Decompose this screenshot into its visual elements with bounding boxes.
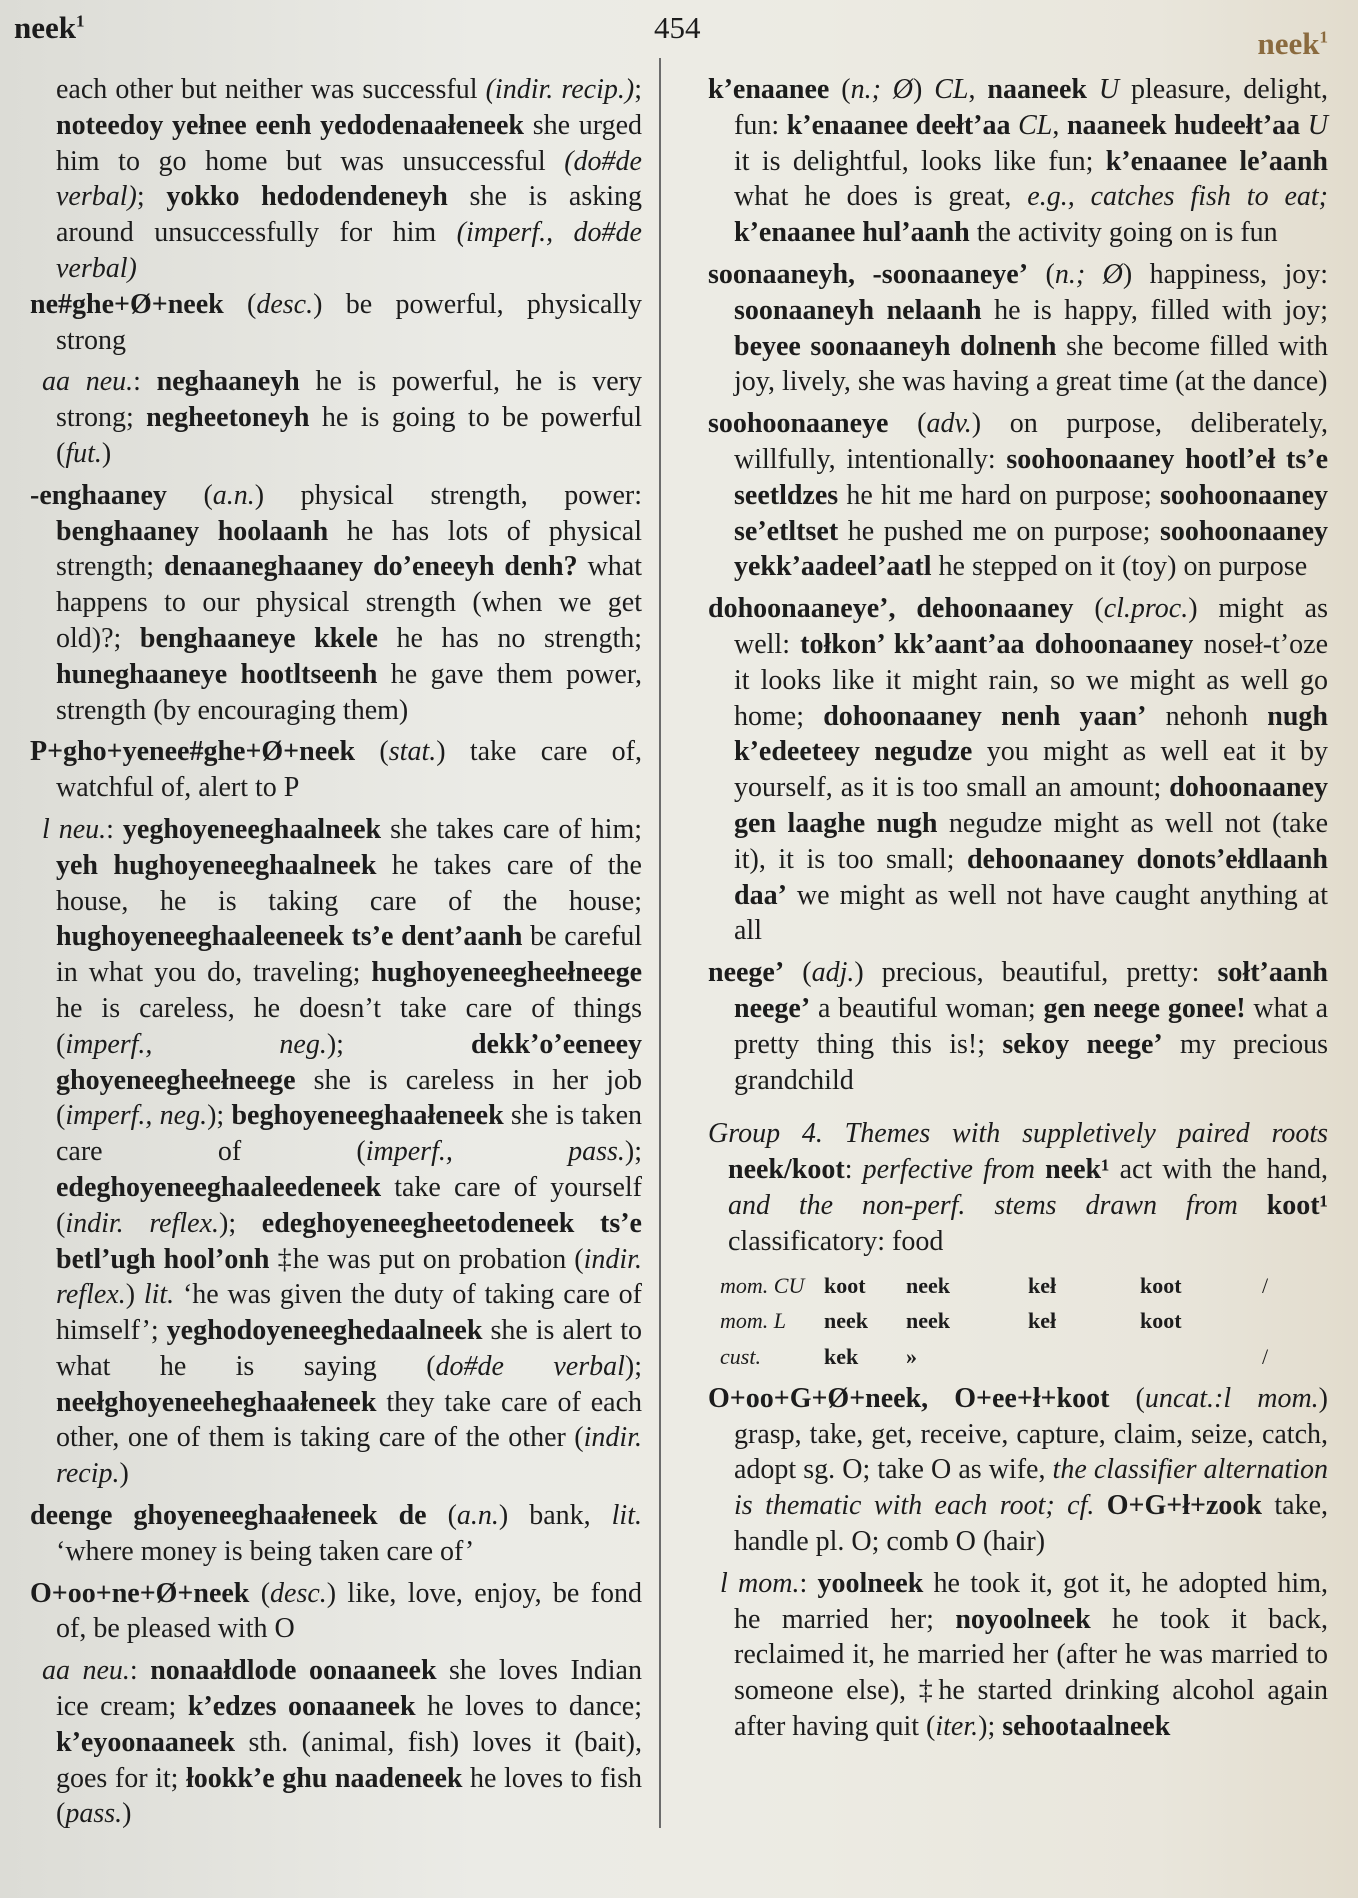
paradigm-stem: koot [1140, 1308, 1182, 1334]
paradigm-stem: neek [824, 1308, 868, 1334]
text-run: ; [136, 181, 167, 213]
text-run: ; [634, 74, 642, 105]
text-run: the activity going on is fun [969, 217, 1278, 249]
text-run: dohoonaaneye’, dehoonaaney [708, 593, 1074, 625]
entry-soonaaneyh [708, 257, 1328, 400]
text-run: : [106, 813, 123, 845]
text-run: yeghoyeneeghaalneek [122, 813, 382, 845]
text-run: neełghoyeneeheghaałeneek [56, 1386, 377, 1418]
text-run: pass. [65, 1798, 123, 1830]
text-run: ( [426, 1500, 457, 1532]
paradigm-label: mom. CU [720, 1272, 805, 1298]
text-run: each other but neither was successful [56, 74, 486, 105]
text-run: łookk’e ghu naadeneek [185, 1762, 463, 1794]
text-run: he is careless, he doesn’t take care of things ( [56, 992, 642, 1060]
text-run: he loves to fish ( [56, 1762, 642, 1830]
text-run [1094, 1490, 1106, 1521]
text-run: imperf., neg. [65, 1100, 208, 1132]
text-run: (indir. recip.) [485, 74, 635, 105]
text-run: imperf., pass. [365, 1136, 625, 1168]
text-run: take, handle pl. O; comb O (hair) [734, 1490, 1329, 1558]
paradigm-stem: koot [824, 1272, 866, 1298]
entry-dohoonaaneye [708, 591, 1328, 949]
text-run: indir. reflex. [56, 1243, 642, 1311]
text-run: ( [1109, 1382, 1145, 1414]
text-run: he is going to be powerful ( [56, 402, 642, 469]
text-run: tołkon’ kk’aant’aa dohoonaaney [800, 628, 1194, 660]
paradigm-stem: / [1262, 1272, 1269, 1298]
paradigm-stem: keł [1028, 1272, 1057, 1298]
column-divider [659, 58, 661, 1828]
text-run: negheetoneyh [146, 402, 310, 434]
text-run: -enghaaney [30, 479, 167, 511]
text-run: he is powerful, he is very strong; [56, 366, 642, 434]
text-run: ) physical strength, power: [254, 479, 643, 511]
text-run: uncat.:l mom. [1144, 1382, 1319, 1414]
entry-kenaanee [708, 72, 1328, 251]
text-run: soohoonaaney se’etltset [734, 479, 1328, 547]
text-run: beghoyeneeghaałeneek [231, 1100, 504, 1132]
text-run: she takes care of him; [381, 813, 643, 845]
left-column [30, 72, 642, 1832]
text-run: ( [1073, 593, 1104, 625]
text-run: lit. [143, 1279, 175, 1311]
subentry-l-neu [30, 812, 642, 1492]
text-run: O+G+ł+zook [1106, 1490, 1262, 1522]
text-run: indir. recip. [56, 1422, 642, 1490]
text-run: ( [166, 479, 213, 511]
text-run: CL [1018, 109, 1053, 141]
text-run: : [133, 366, 157, 398]
text-run: ) grasp, take, get, receive, capture, claim, seize, catch, adopt sg. O; take O as wife, [734, 1382, 1328, 1486]
entry-oo-ne-neek [30, 1576, 642, 1648]
entry-continuation [30, 72, 642, 287]
text-run: he loves to dance; [415, 1691, 642, 1723]
paradigm-stem: koot [1140, 1272, 1182, 1298]
text-run: P+gho+yenee#ghe+Ø+neek [30, 736, 356, 768]
text-run: stat. [388, 736, 437, 768]
text-run: naaneek [987, 74, 1087, 105]
right-column [708, 72, 1328, 1745]
text-run: yeghodoyeneeghedaalneek [166, 1315, 483, 1347]
text-run: it is delightful, looks like fun; [734, 145, 1106, 177]
text-run: soohoonaaney yekk’aadeel’aatl [734, 515, 1328, 583]
text-run: dekk’o’eeneey ghoyeneegheełneege [56, 1028, 643, 1096]
text-run: ( [1028, 258, 1055, 290]
text-run: classificatory: food [728, 1225, 944, 1257]
text-run: he pushed me on purpose; [838, 515, 1160, 547]
text-run: ‡he was put on probation ( [269, 1243, 584, 1275]
text-run: noyoolneek [955, 1603, 1091, 1635]
text-run: ( [223, 288, 257, 320]
text-run: yokko hedodendeneyh [166, 181, 448, 213]
text-run: ‘where money is being taken care of’ [56, 1535, 475, 1567]
text-run: iter. [935, 1711, 979, 1743]
text-run: l neu. [42, 813, 107, 845]
text-run: neghaaneyh [156, 366, 300, 398]
text-run: imperf., neg. [65, 1028, 327, 1060]
text-run: indir. reflex. [65, 1207, 220, 1239]
text-run: ) be powerful, physically strong [56, 288, 643, 356]
text-run: ) happiness, joy: [1122, 258, 1329, 290]
text-run: hughoyeneeghaaleeneek ts’e dent’aanh [56, 921, 523, 953]
stem-paradigm-table [720, 1268, 1280, 1375]
text-run: he took it back, reclaimed it, he married her (after he was married to someone else), ‡he started drinking alcohol again after having quit ( [734, 1603, 1328, 1743]
text-run: she urged him to go home but was unsuccessful [56, 109, 642, 177]
text-run: pleasure, delight, fun: [734, 74, 1328, 141]
subentry-aa-neu-love [30, 1653, 642, 1832]
paradigm-stem [1140, 1339, 1262, 1375]
text-run: he is happy, filled with joy; [981, 294, 1329, 326]
text-run: he took it, got it, he adopted him, he married her; [734, 1567, 1328, 1635]
text-run: he stepped on it (toy) on purpose [931, 551, 1308, 583]
text-run: beyee soonaaneyh dolnenh [734, 330, 1057, 362]
text-run: ); [219, 1207, 262, 1239]
text-run: what happens to our physical strength (when we get old)?; [56, 551, 642, 654]
text-run: (imperf., do#de verbal) [56, 217, 642, 284]
text-run: nonaałdlode oonaaneek [150, 1655, 437, 1687]
text-run: ); [624, 1136, 642, 1168]
text-run: edeghoyeneegheetodeneek ts’e betl’ugh hool’onh [56, 1207, 642, 1275]
text-run: aa neu. [42, 366, 134, 398]
paradigm-row [720, 1339, 1280, 1375]
text-run: n.; Ø [850, 74, 914, 105]
text-run: adj. [811, 957, 855, 989]
paradigm-stem: neek [906, 1308, 950, 1334]
text-run: : [844, 1154, 863, 1186]
text-run: ) [119, 1458, 129, 1490]
text-run: yoolneek [817, 1567, 924, 1599]
text-run: : [799, 1567, 818, 1599]
text-run: k’enaanee le’aanh [1105, 145, 1329, 177]
text-run: ) bank, [498, 1500, 612, 1532]
text-run: ); [624, 1350, 642, 1382]
subentry-aa-neu [30, 364, 642, 471]
text-run: a.n. [212, 479, 255, 511]
text-run: ( [355, 736, 389, 768]
text-run: benghaaneye kkele [139, 622, 378, 654]
text-run: noseł-t’oze it looks like it might rain, so we might as well go home; [734, 628, 1328, 732]
paradigm-label: mom. L [720, 1308, 787, 1334]
text-run: ); [207, 1100, 232, 1132]
paradigm-stem: / [1262, 1344, 1269, 1370]
text-run: noteedoy yełnee eenh yedodenaałeneek [56, 109, 524, 141]
text-run: my precious grandchild [734, 1028, 1329, 1096]
text-run: she loves Indian ice cream; [56, 1655, 642, 1723]
text-run: aa neu. [42, 1655, 130, 1687]
text-run: l mom. [720, 1567, 800, 1599]
text-run: dohoonaaney nenh yaan’ [823, 700, 1147, 732]
paradigm-label: cust. [720, 1344, 761, 1370]
text-run: yeh hughoyeneeghaalneek [56, 849, 377, 881]
entry-neege [708, 955, 1328, 1098]
text-run: nugh k’edeeteey negudze [734, 700, 1328, 768]
paradigm-stem: neek [906, 1272, 950, 1298]
text-run: , [1052, 109, 1067, 141]
text-run: and the non-perf. stems drawn from [728, 1189, 1267, 1221]
text-run: he has lots of physical strength; [56, 515, 643, 583]
text-run: dohoonaaney gen laaghe nugh [734, 772, 1328, 839]
text-run: lit. [611, 1500, 642, 1532]
text-run: she is asking around unsuccessfully for him [56, 181, 643, 249]
text-run: she become filled with joy, lively, she was having a great time (at the dance) [734, 330, 1328, 398]
text-run: ) [122, 1798, 132, 1830]
text-run: denaaneghaaney do’eneeyh denh? [163, 551, 578, 583]
text-run: k’enaanee hul’aanh [734, 217, 970, 249]
entry-deenge-bank [30, 1498, 642, 1570]
text-run: sekoy neege’ [1002, 1028, 1163, 1060]
paradigm-stem [1028, 1339, 1140, 1375]
text-run: e.g., catches fish to eat; [1027, 181, 1328, 213]
text-run: koot¹ [1266, 1189, 1328, 1221]
subentry-l-mom [708, 1566, 1328, 1745]
text-run: he has no strength; [377, 622, 642, 654]
text-run: O+oo+ne+Ø+neek [30, 1577, 250, 1609]
text-run: desc. [256, 288, 314, 320]
text-run: he takes care of the house, he is taking care of the house; [56, 849, 642, 917]
text-run: soohoonaaney hootl’eł ts’e seetldzes [734, 443, 1328, 511]
text-run: neek¹ [1045, 1154, 1110, 1186]
text-run: neek/koot [728, 1154, 845, 1186]
text-run: cl.proc. [1103, 593, 1189, 625]
entry-soohoonaaneye [708, 406, 1328, 585]
text-run: ) [125, 1279, 144, 1311]
text-run: we might as well not have caught anything at all [734, 879, 1328, 947]
text-run: desc. [270, 1577, 327, 1609]
text-run: she is taken care of ( [56, 1100, 642, 1168]
text-run: ) [913, 74, 935, 105]
text-run: huneghaaneye hootltseenh [56, 658, 378, 690]
text-run: gen neege gonee! [1043, 992, 1246, 1024]
text-run: he gave them power, strength (by encouraging them) [56, 658, 643, 726]
paradigm-row [720, 1303, 1280, 1339]
text-run [1300, 110, 1308, 141]
text-run: U [1098, 74, 1120, 105]
text-run: soonaaneyh nelaanh [734, 294, 982, 326]
text-run: hughoyeneegheełneege [371, 957, 642, 989]
text-run: the classifier alternation is thematic with each root; cf. [734, 1454, 1328, 1522]
text-run: what he does is great, [734, 181, 1028, 213]
text-run: , [968, 74, 988, 105]
text-run: soonaaneyh, -soonaaneye’ [708, 258, 1029, 290]
text-run: ) take care of, watchful of, alert to P [56, 736, 643, 804]
text-run: k’edzes oonaaneek [187, 1691, 416, 1723]
text-run: dehoonaaney donots’ełdlaanh daa’ [734, 843, 1328, 911]
text-run: nehonh [1146, 700, 1268, 732]
text-run: : [129, 1655, 151, 1687]
text-run: ); [978, 1711, 1003, 1743]
text-run: ) might as well: [734, 593, 1328, 660]
paradigm-stem [1262, 1303, 1280, 1339]
running-head-right: neek$^1$ [1257, 26, 1328, 61]
entry-enghaaney [30, 478, 642, 729]
text-run: neege’ [708, 957, 785, 989]
text-run: sehootaalneek [1002, 1711, 1171, 1743]
text-run: ( [249, 1577, 271, 1609]
text-run: be careful in what you do, traveling; [56, 921, 642, 989]
text-run: soohoonaaneye [708, 408, 889, 440]
text-run: ‘he was given the duty of taking care of himself’; [56, 1279, 643, 1347]
text-run [1011, 110, 1019, 141]
text-run: adv. [926, 408, 972, 440]
text-run: they take care of each other, one of them is taking care of the other ( [56, 1386, 642, 1454]
text-run: ) [101, 437, 112, 469]
running-head-left: neek$^1$ [14, 10, 85, 45]
paradigm-stem: kek [824, 1344, 859, 1370]
text-run: a beautiful woman; [810, 992, 1044, 1024]
entry-ne-ghe-neek [30, 287, 642, 359]
text-run: ( [784, 957, 812, 989]
text-run: act with the hand, [1109, 1154, 1328, 1186]
text-run: fut. [65, 437, 102, 469]
text-run: sołt’aanh neege’ [734, 957, 1328, 1024]
text-run: you might as well eat it by yourself, as it is too small an amount; [734, 736, 1328, 804]
text-run: benghaaney hoolaanh [56, 515, 329, 547]
text-run: (do#de verbal) [56, 145, 642, 213]
page-number: 454 [654, 10, 701, 45]
text-run: he hit me hard on purpose; [838, 479, 1160, 511]
text-run: ) on purpose, deliberately, willfully, intentionally: [734, 408, 1329, 475]
text-run: negudze might as well not (take it), it is too small; [734, 807, 1329, 875]
text-run: she is alert to what he is saying ( [56, 1315, 642, 1382]
text-run: naaneek hudeełt’aa [1066, 109, 1301, 141]
text-run: k’enaanee deełt’aa [786, 109, 1011, 141]
text-run: take care of yourself ( [56, 1171, 642, 1239]
text-run: do#de verbal [435, 1350, 625, 1382]
text-run: sth. (animal, fish) loves it (bait), goes for it; [56, 1726, 642, 1794]
text-run [1087, 74, 1099, 105]
text-run: U [1307, 109, 1329, 141]
text-run: Group 4. Themes with suppletively paired roots [708, 1118, 1328, 1150]
text-run: edeghoyeneeghaaleedeneek [56, 1171, 382, 1203]
text-run: k’eyoonaaneek [56, 1726, 235, 1758]
text-run: k’enaanee [708, 74, 830, 105]
entry-gho-yenee-neek [30, 734, 642, 806]
paradigm-row [720, 1268, 1280, 1304]
text-run: n.; Ø [1054, 258, 1123, 290]
text-run: ne#ghe+Ø+neek [30, 288, 224, 320]
entry-oo-g-neek [708, 1381, 1328, 1560]
text-run: O+oo+G+Ø+neek, O+ee+ł+koot [708, 1382, 1110, 1414]
text-run: CL [934, 74, 969, 105]
text-run: a.n. [456, 1500, 499, 1532]
text-run: she is careless in her job ( [56, 1064, 642, 1132]
text-run: ) like, love, enjoy, be fond of, be pleased with O [56, 1577, 642, 1645]
text-run: perfective from [862, 1154, 1046, 1186]
group-4-heading [708, 1116, 1328, 1259]
text-run: deenge ghoyeneeghaałeneek de [30, 1500, 427, 1532]
text-run: ( [829, 74, 851, 105]
paradigm-stem: » [906, 1344, 917, 1370]
text-run: ) precious, beautiful, pretty: [854, 957, 1218, 989]
paradigm-stem: keł [1028, 1308, 1057, 1334]
text-run: ); [326, 1028, 471, 1060]
text-run: ( [888, 408, 927, 440]
text-run: what a pretty thing this is!; [734, 992, 1328, 1060]
